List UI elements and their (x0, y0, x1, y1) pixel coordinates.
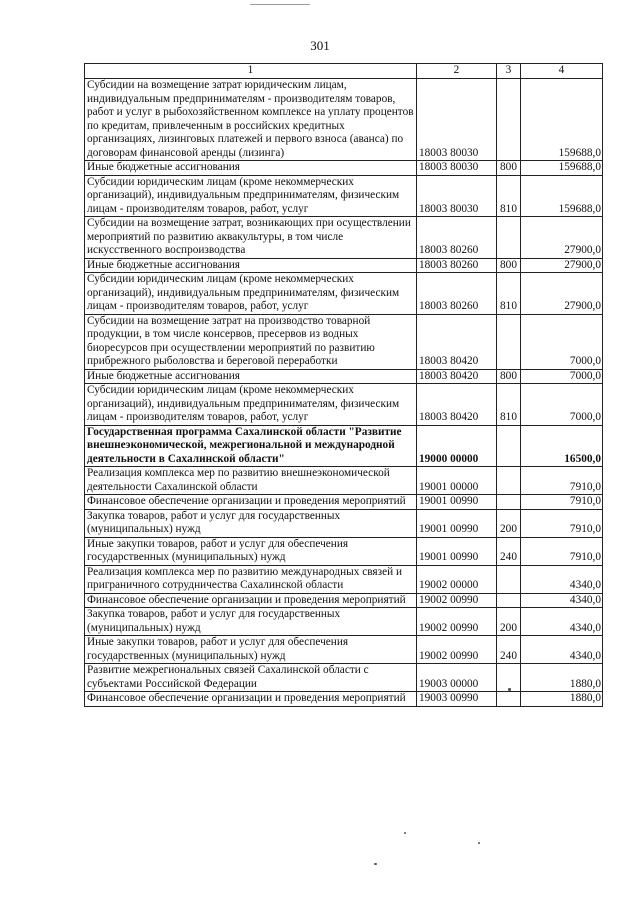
header-col-2: 2 (417, 64, 497, 79)
scan-speck (508, 688, 511, 691)
row-code: 19003 00990 (417, 692, 497, 707)
table-row (85, 258, 603, 273)
row-description: Субсидии юридическим лицам (кроме некоммерческих организаций), индивидуальным предпринимателям, физическим лицам - производителям товаров, работ, услуг (85, 384, 417, 426)
row-code: 19003 00000 (417, 664, 497, 692)
row-amount: 16500,0 (521, 425, 603, 467)
row-amount: 1880,0 (521, 692, 603, 707)
row-amount: 7000,0 (521, 384, 603, 426)
row-code: 19002 00000 (417, 565, 497, 593)
row-code: 18003 80260 (417, 217, 497, 259)
row-code: 19001 00990 (417, 495, 497, 510)
table-row (85, 636, 603, 664)
row-expense-type (497, 467, 521, 495)
scan-speck (374, 863, 377, 865)
row-description: Иные закупки товаров, работ и услуг для обеспечения государственных (муниципальных) нужд (85, 636, 417, 664)
row-expense-type: 240 (497, 537, 521, 565)
row-expense-type: 200 (497, 509, 521, 537)
row-expense-type (497, 217, 521, 259)
row-code: 19001 00990 (417, 537, 497, 565)
table-row (85, 175, 603, 217)
row-description: Реализация комплекса мер по развитию внешнеэкономической деятельности Сахалинской области (85, 467, 417, 495)
header-row (85, 64, 603, 79)
row-expense-type (497, 495, 521, 510)
row-expense-type: 800 (497, 258, 521, 273)
row-description: Финансовое обеспечение организации и проведения мероприятий (85, 495, 417, 510)
row-code: 18003 80420 (417, 369, 497, 384)
row-amount: 1880,0 (521, 664, 603, 692)
row-description: Субсидии на возмещение затрат на производство товарной продукции, в том числе консервов, пресервов из водных биоресурсов при осуществлении мероприятий по развитию прибрежного рыболовства и береговой переработки (85, 314, 417, 369)
row-description: Субсидии юридическим лицам (кроме некоммерческих организаций), индивидуальным предпринимателям, физическим лицам - производителям товаров, работ, услуг (85, 175, 417, 217)
row-code: 19002 00990 (417, 636, 497, 664)
row-amount: 7910,0 (521, 509, 603, 537)
table-row (85, 467, 603, 495)
table-row (85, 425, 603, 467)
row-amount: 7910,0 (521, 537, 603, 565)
row-amount: 27900,0 (521, 258, 603, 273)
table-row (85, 161, 603, 176)
budget-table (84, 63, 603, 707)
row-description: Иные бюджетные ассигнования (85, 369, 417, 384)
row-code: 18003 80260 (417, 258, 497, 273)
table-row (85, 217, 603, 259)
row-amount: 27900,0 (521, 217, 603, 259)
table-row (85, 509, 603, 537)
row-description: Закупка товаров, работ и услуг для государственных (муниципальных) нужд (85, 509, 417, 537)
table-row (85, 608, 603, 636)
table-row (85, 664, 603, 692)
row-expense-type (497, 79, 521, 161)
row-description: Иные закупки товаров, работ и услуг для обеспечения государственных (муниципальных) нужд (85, 537, 417, 565)
row-amount: 4340,0 (521, 608, 603, 636)
row-expense-type: 240 (497, 636, 521, 664)
row-description: Субсидии на возмещение затрат, возникающих при осуществлении мероприятий по развитию аквакультуры, в том числе искусственного воспроизводства (85, 217, 417, 259)
table-row (85, 79, 603, 161)
table-row (85, 273, 603, 315)
table-row (85, 593, 603, 608)
table-row (85, 369, 603, 384)
table-row (85, 314, 603, 369)
row-code: 18003 80030 (417, 79, 497, 161)
table-row (85, 384, 603, 426)
table-row (85, 565, 603, 593)
row-description: Закупка товаров, работ и услуг для государственных (муниципальных) нужд (85, 608, 417, 636)
row-description: Иные бюджетные ассигнования (85, 258, 417, 273)
row-code: 18003 80030 (417, 161, 497, 176)
row-code: 19001 00990 (417, 509, 497, 537)
scan-speck (404, 832, 406, 834)
row-description: Субсидии юридическим лицам (кроме некоммерческих организаций), индивидуальным предпринимателям, физическим лицам - производителям товаров, работ, услуг (85, 273, 417, 315)
row-expense-type (497, 314, 521, 369)
row-expense-type: 810 (497, 273, 521, 315)
row-description: Иные бюджетные ассигнования (85, 161, 417, 176)
row-code: 18003 80260 (417, 273, 497, 315)
row-description: Реализация комплекса мер по развитию международных связей и приграничного сотрудничества Сахалинской области (85, 565, 417, 593)
header-col-3: 3 (497, 64, 521, 79)
row-amount: 7000,0 (521, 369, 603, 384)
row-amount: 4340,0 (521, 565, 603, 593)
row-description: Финансовое обеспечение организации и проведения мероприятий (85, 593, 417, 608)
row-expense-type: 200 (497, 608, 521, 636)
table-row (85, 495, 603, 510)
row-description: Государственная программа Сахалинской области "Развитие внешнеэкономической, межрегиональной и международной деятельности в Сахалинской области" (85, 425, 417, 467)
row-expense-type: 810 (497, 175, 521, 217)
table-row (85, 537, 603, 565)
row-code: 18003 80420 (417, 384, 497, 426)
row-description: Субсидии на возмещение затрат юридическим лицам, индивидуальным предпринимателям - производителям товаров, работ и услуг в рыбохозяйственном комплексе на уплату процентов по кредитам, привлеченным в российских кредитных организациях, лизинговых платежей и первого взноса (аванса) по договорам финансовой аренды (лизинга) (85, 79, 417, 161)
row-amount: 7000,0 (521, 314, 603, 369)
row-code: 18003 80420 (417, 314, 497, 369)
row-code: 19000 00000 (417, 425, 497, 467)
header-col-4: 4 (521, 64, 603, 79)
row-amount: 159688,0 (521, 175, 603, 217)
table-row (85, 692, 603, 707)
row-description: Развитие межрегиональных связей Сахалинской области с субъектами Российской Федерации (85, 664, 417, 692)
row-code: 19002 00990 (417, 608, 497, 636)
row-amount: 4340,0 (521, 636, 603, 664)
row-expense-type (497, 593, 521, 608)
row-expense-type (497, 565, 521, 593)
row-expense-type: 810 (497, 384, 521, 426)
row-expense-type (497, 692, 521, 707)
row-code: 19001 00000 (417, 467, 497, 495)
row-amount: 27900,0 (521, 273, 603, 315)
page-number: 301 (310, 38, 330, 53)
scan-speck (478, 842, 480, 844)
row-amount: 7910,0 (521, 495, 603, 510)
row-code: 19002 00990 (417, 593, 497, 608)
header-col-1: 1 (85, 64, 417, 79)
row-amount: 159688,0 (521, 161, 603, 176)
scan-speck (250, 4, 310, 5)
row-expense-type: 800 (497, 369, 521, 384)
row-amount: 4340,0 (521, 593, 603, 608)
row-description: Финансовое обеспечение организации и проведения мероприятий (85, 692, 417, 707)
row-code: 18003 80030 (417, 175, 497, 217)
row-amount: 159688,0 (521, 79, 603, 161)
row-expense-type: 800 (497, 161, 521, 176)
row-expense-type (497, 425, 521, 467)
row-amount: 7910,0 (521, 467, 603, 495)
